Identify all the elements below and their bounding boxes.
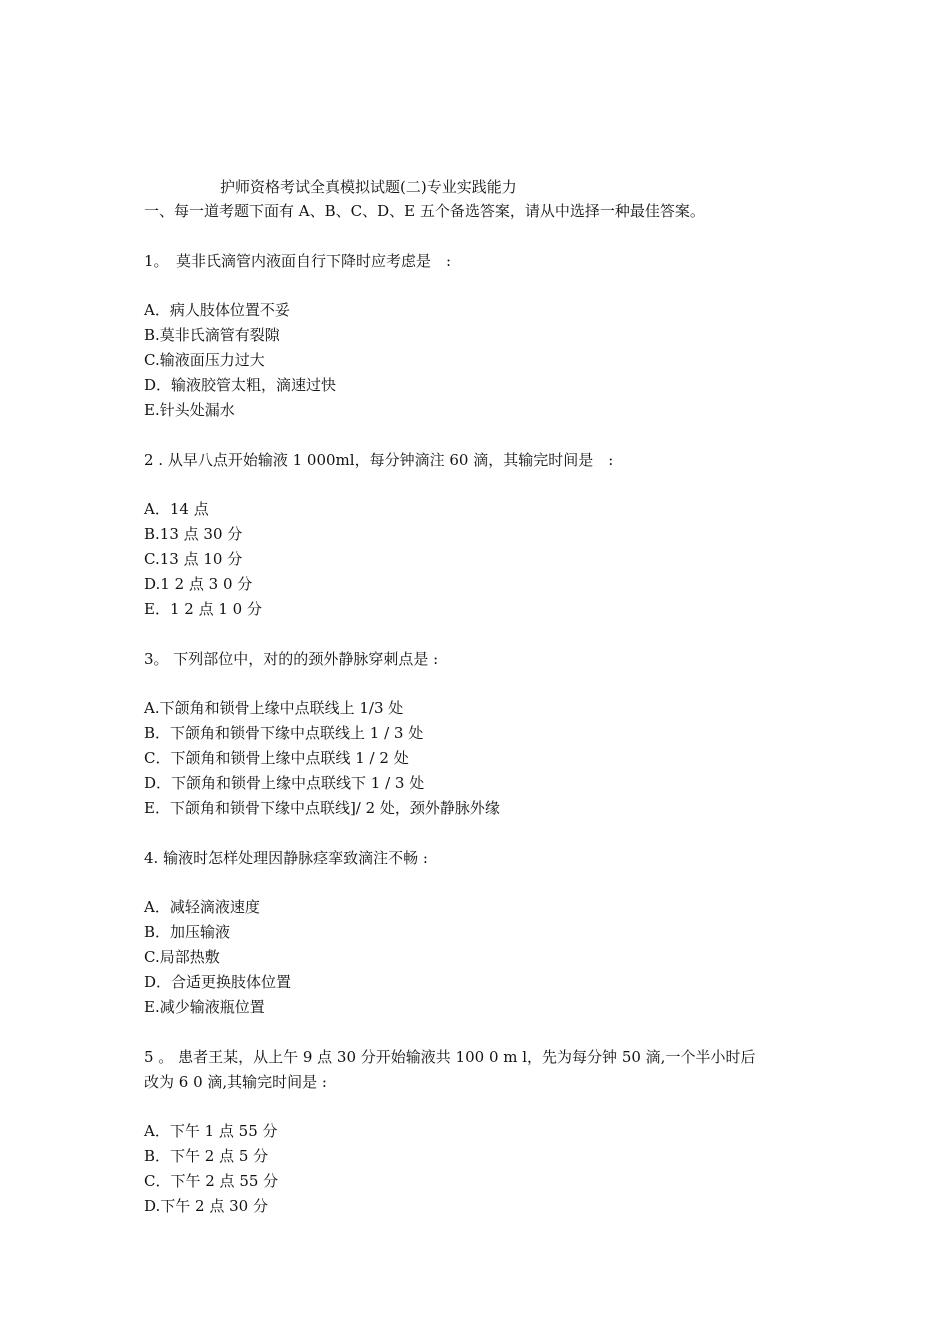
question-5-option-c: C．下午 2 点 55 分 — [144, 1172, 279, 1190]
question-2-option-b: B.13 点 30 分 — [144, 525, 243, 543]
question-3-option-c: C．下颌角和锁骨上缘中点联线 1 / 2 处 — [144, 749, 409, 767]
question-4-option-d: D．合适更换肢体位置 — [144, 973, 292, 991]
question-3-option-a: A.下颌角和锁骨上缘中点联线上 1/3 处 — [144, 699, 404, 717]
question-4-option-e: E.减少输液瓶位置 — [144, 998, 265, 1016]
question-1-option-d: D．输液胶管太粗，滴速过快 — [144, 376, 337, 394]
question-3-option-b: B．下颌角和锁骨下缘中点联线上 1 / 3 处 — [144, 724, 424, 742]
question-5-option-a: A．下午 1 点 55 分 — [144, 1122, 278, 1140]
question-5-option-b: B．下午 2 点 5 分 — [144, 1147, 269, 1165]
question-4-option-c: C.局部热敷 — [144, 948, 220, 966]
document-title: 护师资格考试全真模拟试题(二)专业实践能力 — [220, 178, 517, 196]
question-1-option-c: C.输液面压力过大 — [144, 351, 265, 369]
question-5-option-d: D.下午 2 点 30 分 — [144, 1197, 268, 1215]
question-3-option-e: E．下颌角和锁骨下缘中点联线]/ 2 处，颈外静脉外缘 — [144, 799, 500, 817]
question-2-option-a: A．14 点 — [144, 500, 209, 518]
instruction-text: 一、每一道考题下面有 A、B、C、D、E 五个备选答案，请从中选择一种最佳答案。 — [144, 202, 705, 220]
question-2-option-e: E．1 2 点 1 0 分 — [144, 600, 262, 618]
question-5-stem: 5 。 患者王某，从上午 9 点 30 分开始输液共 100 0 m l，先为每分钟 50 滴,一个半小时后 — [144, 1048, 756, 1066]
question-1-option-b: B.莫非氏滴管有裂隙 — [144, 326, 280, 344]
question-3-stem: 3。 下列部位中，对的的颈外静脉穿刺点是 : — [144, 650, 439, 668]
question-5-stem-continued: 改为 6 0 滴,其输完时间是 : — [144, 1073, 327, 1091]
question-4-option-b: B．加压输液 — [144, 923, 231, 941]
question-2-option-c: C.13 点 10 分 — [144, 550, 243, 568]
question-1-option-a: A．病人肢体位置不妥 — [144, 301, 290, 319]
question-2-option-d: D.1 2 点 3 0 分 — [144, 575, 253, 593]
question-4-stem: 4. 输液时怎样处理因静脉痉挛致滴注不畅 : — [144, 849, 428, 867]
question-3-option-d: D．下颌角和锁骨上缘中点联线下 1 / 3 处 — [144, 774, 425, 792]
question-1-option-e: E.针头处漏水 — [144, 401, 235, 419]
question-2-stem: 2 . 从早八点开始输液 1 000ml，每分钟滴注 60 滴，其输完时间是 : — [144, 451, 614, 469]
question-4-option-a: A．减轻滴液速度 — [144, 898, 260, 916]
question-1-stem: 1。 莫非氏滴管内液面自行下降时应考虑是 : — [144, 252, 452, 270]
